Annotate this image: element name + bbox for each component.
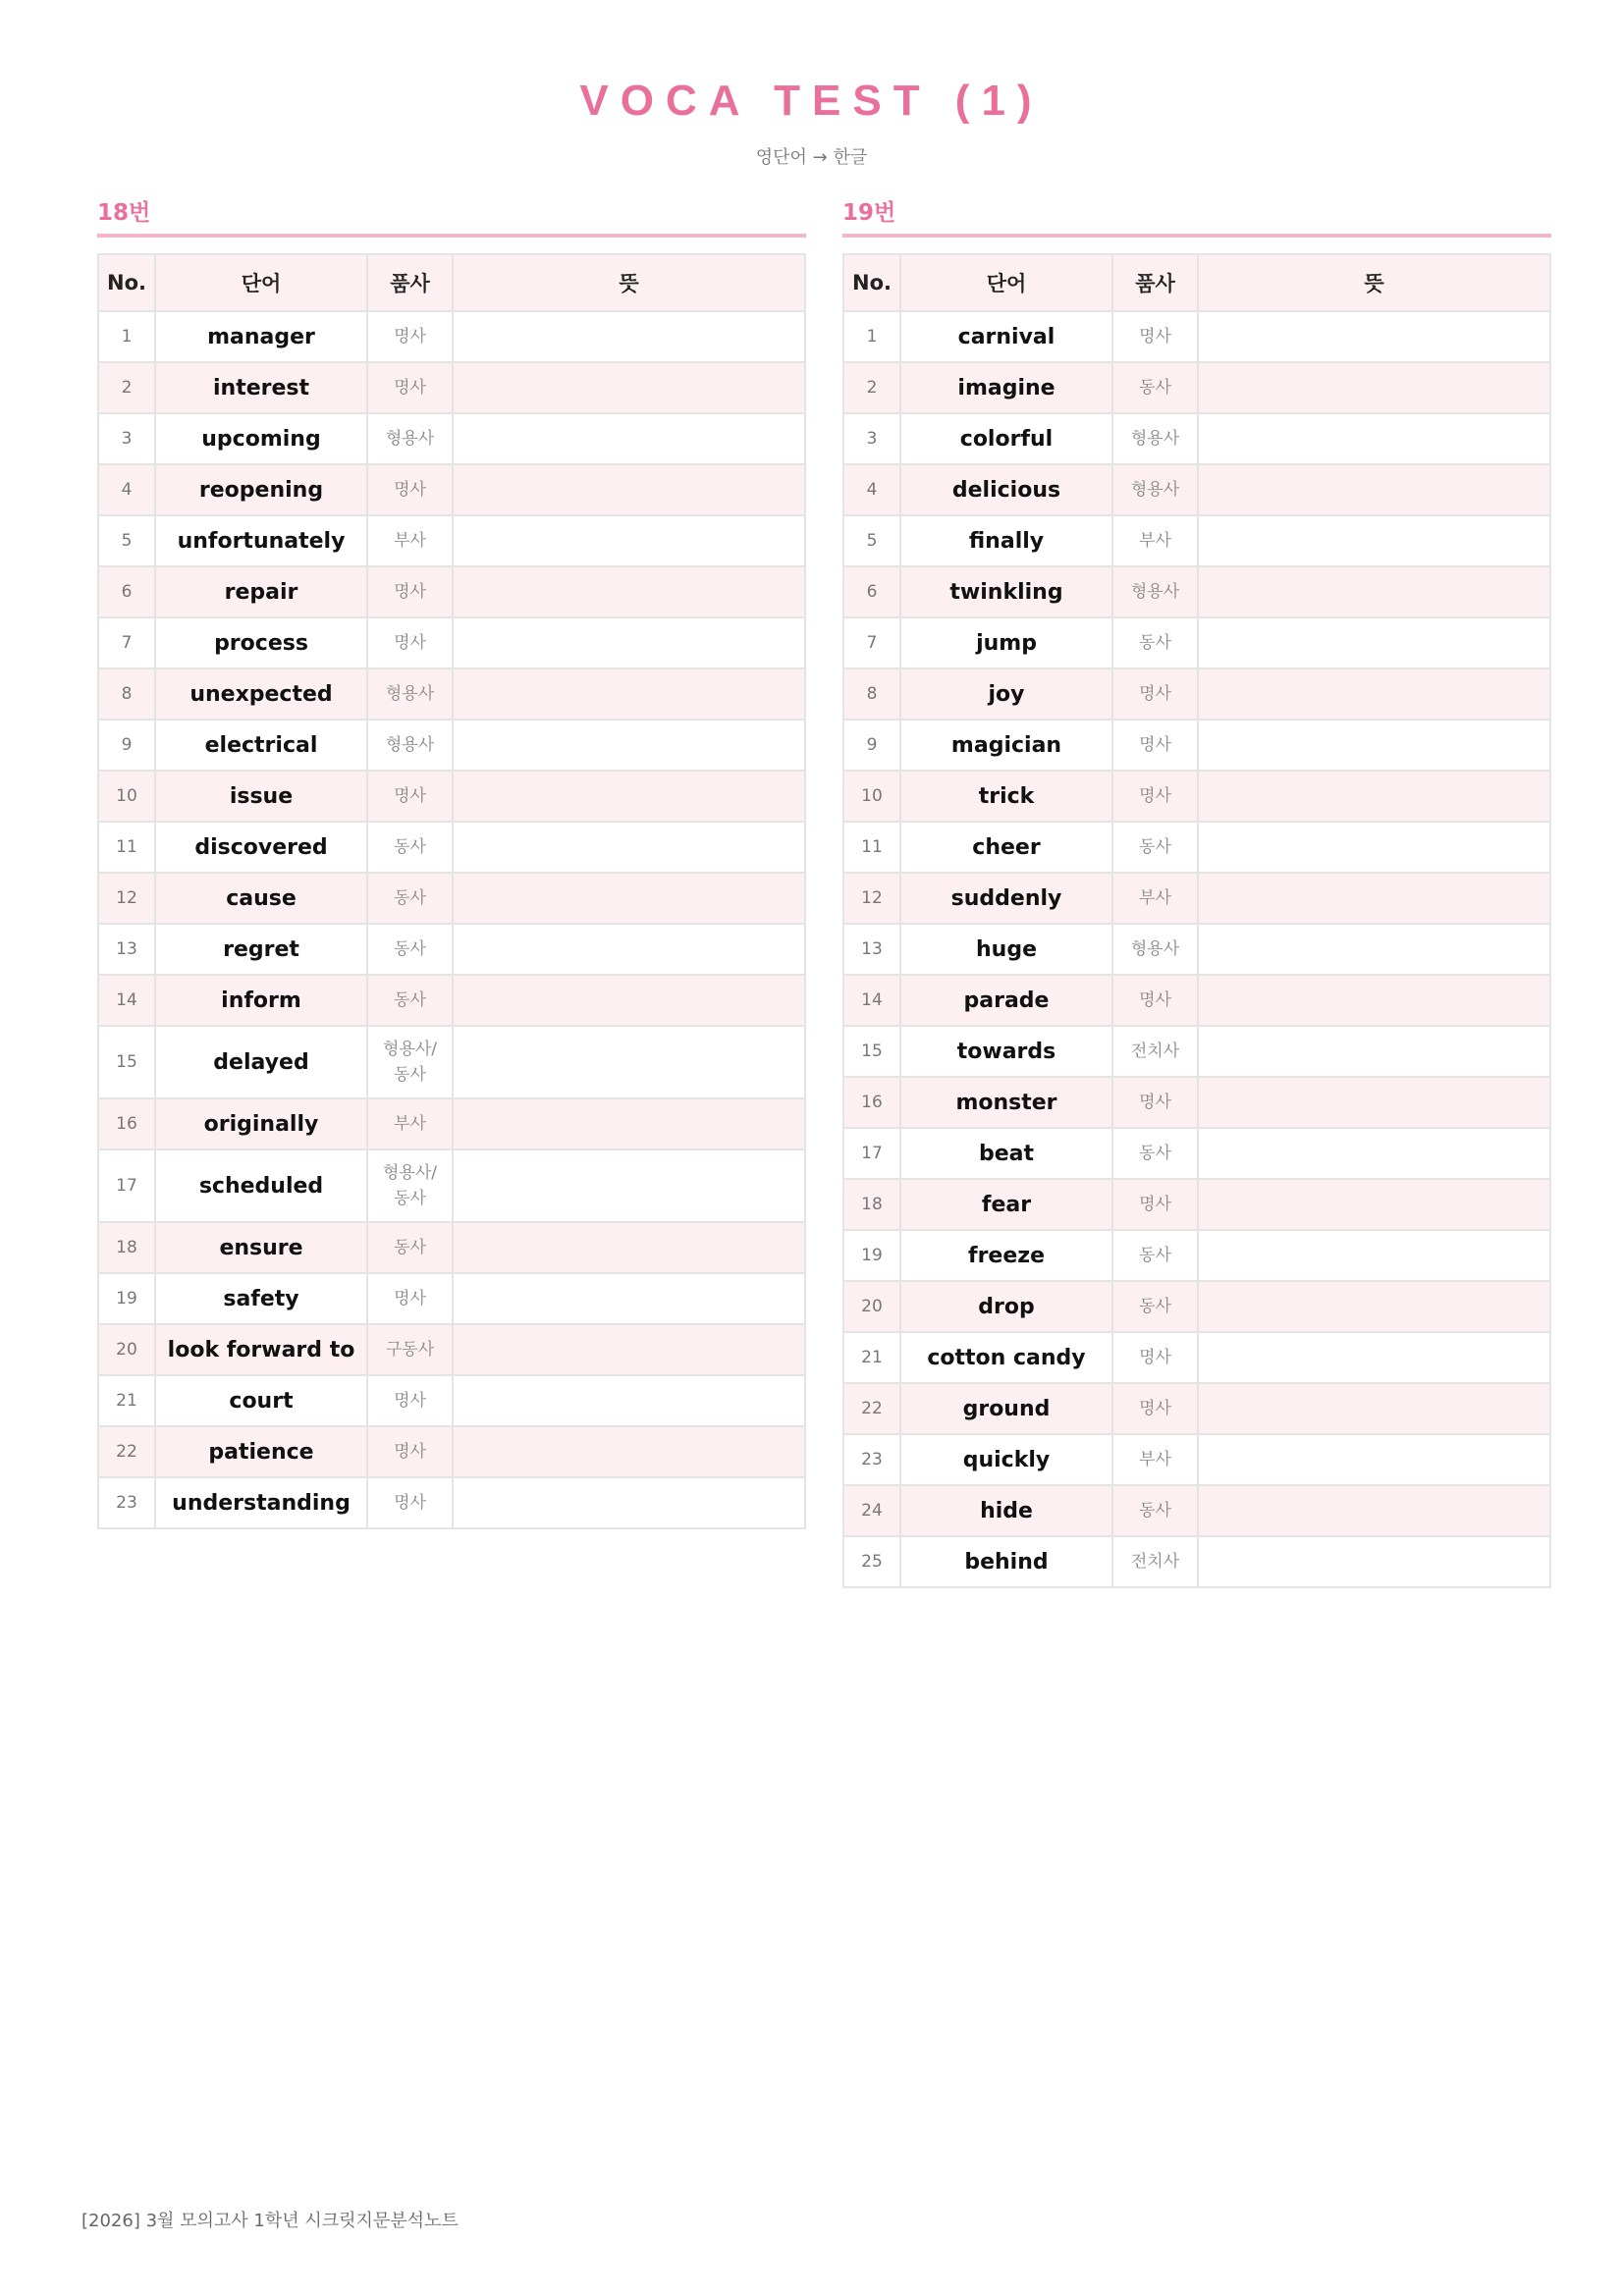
part-of-speech: 명사 (1112, 1077, 1198, 1128)
meaning-answer-cell[interactable] (453, 975, 805, 1026)
meaning-answer-cell[interactable] (453, 1026, 805, 1098)
part-of-speech: 부사 (1112, 873, 1198, 924)
meaning-answer-cell[interactable] (1198, 1077, 1550, 1128)
meaning-answer-cell[interactable] (1198, 1281, 1550, 1332)
vocab-word: drop (900, 1281, 1112, 1332)
row-number: 7 (98, 617, 155, 668)
part-of-speech: 명사 (367, 771, 453, 822)
row-number: 17 (98, 1149, 155, 1222)
table-row (843, 566, 1550, 617)
vocab-word: reopening (155, 464, 367, 515)
vocab-word: regret (155, 924, 367, 975)
meaning-answer-cell[interactable] (453, 1477, 805, 1528)
vocab-word: cheer (900, 822, 1112, 873)
meaning-answer-cell[interactable] (1198, 1383, 1550, 1434)
row-number: 11 (843, 822, 900, 873)
meaning-answer-cell[interactable] (453, 1222, 805, 1273)
row-number: 24 (843, 1485, 900, 1536)
vocab-word: look forward to (155, 1324, 367, 1375)
part-of-speech: 명사 (367, 617, 453, 668)
part-of-speech: 부사 (367, 515, 453, 566)
row-number: 12 (843, 873, 900, 924)
meaning-answer-cell[interactable] (1198, 1434, 1550, 1485)
table-row (843, 668, 1550, 720)
vocab-word: monster (900, 1077, 1112, 1128)
row-number: 2 (843, 362, 900, 413)
meaning-answer-cell[interactable] (1198, 515, 1550, 566)
row-number: 4 (98, 464, 155, 515)
table-row (98, 1149, 805, 1222)
vocab-word: interest (155, 362, 367, 413)
table-row (98, 1426, 805, 1477)
row-number: 25 (843, 1536, 900, 1587)
table-row (98, 1477, 805, 1528)
table-row (843, 515, 1550, 566)
vocab-word: manager (155, 311, 367, 362)
row-number: 3 (843, 413, 900, 464)
part-of-speech: 명사 (1112, 1383, 1198, 1434)
vocab-word: court (155, 1375, 367, 1426)
meaning-answer-cell[interactable] (1198, 1332, 1550, 1383)
section-title: 19번 (842, 196, 1551, 238)
row-number: 10 (843, 771, 900, 822)
table-row (98, 975, 805, 1026)
vocab-word: originally (155, 1098, 367, 1149)
row-number: 4 (843, 464, 900, 515)
vocab-word: repair (155, 566, 367, 617)
row-number: 22 (98, 1426, 155, 1477)
row-number: 8 (98, 668, 155, 720)
vocab-word: colorful (900, 413, 1112, 464)
meaning-answer-cell[interactable] (453, 464, 805, 515)
part-of-speech: 명사 (1112, 668, 1198, 720)
vocab-word: cause (155, 873, 367, 924)
row-number: 5 (843, 515, 900, 566)
row-number: 14 (843, 975, 900, 1026)
table-row (843, 873, 1550, 924)
header-word: 단어 (900, 254, 1112, 311)
row-number: 19 (98, 1273, 155, 1324)
vocab-word: unexpected (155, 668, 367, 720)
row-number: 6 (843, 566, 900, 617)
vocab-word: beat (900, 1128, 1112, 1179)
row-number: 17 (843, 1128, 900, 1179)
vocab-word: twinkling (900, 566, 1112, 617)
part-of-speech: 동사 (1112, 822, 1198, 873)
row-number: 6 (98, 566, 155, 617)
table-header-row (843, 254, 1550, 311)
vocab-word: electrical (155, 720, 367, 771)
table-row (98, 1375, 805, 1426)
row-number: 21 (843, 1332, 900, 1383)
table-row (843, 924, 1550, 975)
row-number: 3 (98, 413, 155, 464)
table-row (843, 311, 1550, 362)
vocab-word: ensure (155, 1222, 367, 1273)
table-header-row (98, 254, 805, 311)
page-subtitle: 영단어 → 한글 (755, 147, 868, 168)
table-row (98, 1026, 805, 1098)
part-of-speech: 동사 (1112, 1485, 1198, 1536)
meaning-answer-cell[interactable] (1198, 822, 1550, 873)
meaning-answer-cell[interactable] (453, 1149, 805, 1222)
table-row (98, 822, 805, 873)
row-number: 2 (98, 362, 155, 413)
table-row (843, 822, 1550, 873)
table-row (843, 1128, 1550, 1179)
vocab-word: magician (900, 720, 1112, 771)
vocab-word: understanding (155, 1477, 367, 1528)
meaning-answer-cell[interactable] (453, 1375, 805, 1426)
table-row (98, 413, 805, 464)
vocab-table (842, 253, 1551, 1588)
row-number: 1 (98, 311, 155, 362)
meaning-answer-cell[interactable] (453, 668, 805, 720)
meaning-answer-cell[interactable] (453, 413, 805, 464)
meaning-answer-cell[interactable] (1198, 924, 1550, 975)
vocab-table (97, 253, 806, 1529)
part-of-speech: 전치사 (1112, 1026, 1198, 1077)
part-of-speech: 동사 (367, 975, 453, 1026)
vocab-word: fear (900, 1179, 1112, 1230)
row-number: 12 (98, 873, 155, 924)
row-number: 14 (98, 975, 155, 1026)
vocab-word: delayed (155, 1026, 367, 1098)
row-number: 18 (98, 1222, 155, 1273)
row-number: 7 (843, 617, 900, 668)
vocab-word: imagine (900, 362, 1112, 413)
table-row (843, 617, 1550, 668)
part-of-speech: 형용사 (1112, 413, 1198, 464)
part-of-speech: 부사 (1112, 515, 1198, 566)
table-row (98, 1222, 805, 1273)
meaning-answer-cell[interactable] (453, 311, 805, 362)
section-18 (97, 196, 806, 1529)
meaning-answer-cell[interactable] (453, 822, 805, 873)
table-row (843, 771, 1550, 822)
vocab-word: inform (155, 975, 367, 1026)
part-of-speech: 명사 (367, 311, 453, 362)
part-of-speech: 형용사 (1112, 464, 1198, 515)
part-of-speech: 명사 (1112, 720, 1198, 771)
vocab-word: quickly (900, 1434, 1112, 1485)
row-number: 16 (843, 1077, 900, 1128)
meaning-answer-cell[interactable] (1198, 1230, 1550, 1281)
section-title: 18번 (97, 196, 806, 238)
row-number: 22 (843, 1383, 900, 1434)
part-of-speech: 동사 (367, 822, 453, 873)
part-of-speech: 명사 (1112, 311, 1198, 362)
header-pos: 품사 (1112, 254, 1198, 311)
meaning-answer-cell[interactable] (1198, 873, 1550, 924)
vocab-word: upcoming (155, 413, 367, 464)
table-row (98, 873, 805, 924)
row-number: 15 (98, 1026, 155, 1098)
row-number: 11 (98, 822, 155, 873)
vocab-word: hide (900, 1485, 1112, 1536)
row-number: 19 (843, 1230, 900, 1281)
table-row (98, 720, 805, 771)
vocab-word: joy (900, 668, 1112, 720)
row-number: 15 (843, 1026, 900, 1077)
table-row (843, 1485, 1550, 1536)
part-of-speech: 구동사 (367, 1324, 453, 1375)
vocab-word: parade (900, 975, 1112, 1026)
table-row (843, 1536, 1550, 1587)
meaning-answer-cell[interactable] (1198, 1179, 1550, 1230)
vocab-word: process (155, 617, 367, 668)
part-of-speech: 명사 (1112, 1332, 1198, 1383)
vocab-word: scheduled (155, 1149, 367, 1222)
meaning-answer-cell[interactable] (453, 617, 805, 668)
table-row (98, 311, 805, 362)
row-number: 23 (843, 1434, 900, 1485)
row-number: 13 (843, 924, 900, 975)
meaning-answer-cell[interactable] (1198, 413, 1550, 464)
part-of-speech: 명사 (367, 1273, 453, 1324)
vocab-word: issue (155, 771, 367, 822)
header-no: No. (98, 254, 155, 311)
meaning-answer-cell[interactable] (1198, 1128, 1550, 1179)
section-19 (842, 196, 1551, 1588)
meaning-answer-cell[interactable] (453, 1098, 805, 1149)
vocab-word: safety (155, 1273, 367, 1324)
header-pos: 품사 (367, 254, 453, 311)
part-of-speech: 부사 (367, 1098, 453, 1149)
meaning-answer-cell[interactable] (1198, 720, 1550, 771)
vocab-word: huge (900, 924, 1112, 975)
part-of-speech: 동사 (1112, 1281, 1198, 1332)
row-number: 20 (98, 1324, 155, 1375)
row-number: 10 (98, 771, 155, 822)
vocab-word: freeze (900, 1230, 1112, 1281)
part-of-speech: 동사 (1112, 1230, 1198, 1281)
part-of-speech: 명사 (367, 1477, 453, 1528)
table-row (98, 362, 805, 413)
meaning-answer-cell[interactable] (453, 873, 805, 924)
part-of-speech: 명사 (367, 1426, 453, 1477)
row-number: 18 (843, 1179, 900, 1230)
meaning-answer-cell[interactable] (1198, 362, 1550, 413)
part-of-speech: 형용사/ 동사 (367, 1026, 453, 1098)
table-row (843, 975, 1550, 1026)
table-row (843, 1281, 1550, 1332)
part-of-speech: 명사 (367, 464, 453, 515)
row-number: 8 (843, 668, 900, 720)
table-row (98, 1273, 805, 1324)
part-of-speech: 동사 (1112, 1128, 1198, 1179)
table-row (843, 720, 1550, 771)
part-of-speech: 명사 (367, 566, 453, 617)
part-of-speech: 동사 (367, 873, 453, 924)
vocab-word: delicious (900, 464, 1112, 515)
table-row (98, 1324, 805, 1375)
table-row (98, 668, 805, 720)
meaning-answer-cell[interactable] (453, 1426, 805, 1477)
part-of-speech: 형용사 (1112, 924, 1198, 975)
row-number: 13 (98, 924, 155, 975)
vocab-word: jump (900, 617, 1112, 668)
part-of-speech: 동사 (367, 1222, 453, 1273)
header-no: No. (843, 254, 900, 311)
vocab-word: suddenly (900, 873, 1112, 924)
table-row (98, 1098, 805, 1149)
part-of-speech: 형용사 (367, 668, 453, 720)
part-of-speech: 전치사 (1112, 1536, 1198, 1587)
meaning-answer-cell[interactable] (453, 362, 805, 413)
part-of-speech: 형용사 (367, 413, 453, 464)
part-of-speech: 형용사 (367, 720, 453, 771)
meaning-answer-cell[interactable] (1198, 1536, 1550, 1587)
table-row (843, 1332, 1550, 1383)
meaning-answer-cell[interactable] (1198, 668, 1550, 720)
table-row (843, 464, 1550, 515)
table-row (98, 924, 805, 975)
row-number: 23 (98, 1477, 155, 1528)
part-of-speech: 형용사/ 동사 (367, 1149, 453, 1222)
meaning-answer-cell[interactable] (453, 720, 805, 771)
meaning-answer-cell[interactable] (1198, 1485, 1550, 1536)
meaning-answer-cell[interactable] (453, 771, 805, 822)
table-row (843, 413, 1550, 464)
vocab-word: patience (155, 1426, 367, 1477)
meaning-answer-cell[interactable] (1198, 566, 1550, 617)
table-row (843, 1383, 1550, 1434)
part-of-speech: 명사 (367, 1375, 453, 1426)
part-of-speech: 부사 (1112, 1434, 1198, 1485)
row-number: 16 (98, 1098, 155, 1149)
meaning-answer-cell[interactable] (1198, 771, 1550, 822)
meaning-answer-cell[interactable] (453, 924, 805, 975)
meaning-answer-cell[interactable] (1198, 1026, 1550, 1077)
table-row (843, 1026, 1550, 1077)
part-of-speech: 동사 (1112, 362, 1198, 413)
table-row (843, 1230, 1550, 1281)
table-row (843, 1179, 1550, 1230)
meaning-answer-cell[interactable] (453, 1324, 805, 1375)
header-meaning: 뜻 (453, 254, 805, 311)
meaning-answer-cell[interactable] (453, 566, 805, 617)
vocab-word: discovered (155, 822, 367, 873)
table-row (98, 464, 805, 515)
table-row (98, 771, 805, 822)
vocab-word: ground (900, 1383, 1112, 1434)
vocab-word: unfortunately (155, 515, 367, 566)
vocab-word: finally (900, 515, 1112, 566)
row-number: 20 (843, 1281, 900, 1332)
part-of-speech: 동사 (367, 924, 453, 975)
table-row (98, 617, 805, 668)
part-of-speech: 형용사 (1112, 566, 1198, 617)
table-row (843, 1077, 1550, 1128)
meaning-answer-cell[interactable] (453, 515, 805, 566)
meaning-answer-cell[interactable] (1198, 975, 1550, 1026)
table-row (98, 566, 805, 617)
page-title: VOCA TEST (1) (579, 77, 1044, 125)
row-number: 21 (98, 1375, 155, 1426)
part-of-speech: 명사 (1112, 771, 1198, 822)
meaning-answer-cell[interactable] (1198, 311, 1550, 362)
part-of-speech: 명사 (1112, 1179, 1198, 1230)
vocab-word: towards (900, 1026, 1112, 1077)
table-row (843, 362, 1550, 413)
meaning-answer-cell[interactable] (1198, 464, 1550, 515)
meaning-answer-cell[interactable] (453, 1273, 805, 1324)
row-number: 5 (98, 515, 155, 566)
footer-note: [2026] 3월 모의고사 1학년 시크릿지문분석노트 (81, 2211, 459, 2231)
vocab-word: trick (900, 771, 1112, 822)
row-number: 9 (843, 720, 900, 771)
vocab-word: carnival (900, 311, 1112, 362)
vocab-word: behind (900, 1536, 1112, 1587)
table-row (98, 515, 805, 566)
table-row (843, 1434, 1550, 1485)
header-word: 단어 (155, 254, 367, 311)
part-of-speech: 동사 (1112, 617, 1198, 668)
row-number: 9 (98, 720, 155, 771)
row-number: 1 (843, 311, 900, 362)
part-of-speech: 명사 (367, 362, 453, 413)
part-of-speech: 명사 (1112, 975, 1198, 1026)
header-meaning: 뜻 (1198, 254, 1550, 311)
meaning-answer-cell[interactable] (1198, 617, 1550, 668)
vocab-word: cotton candy (900, 1332, 1112, 1383)
